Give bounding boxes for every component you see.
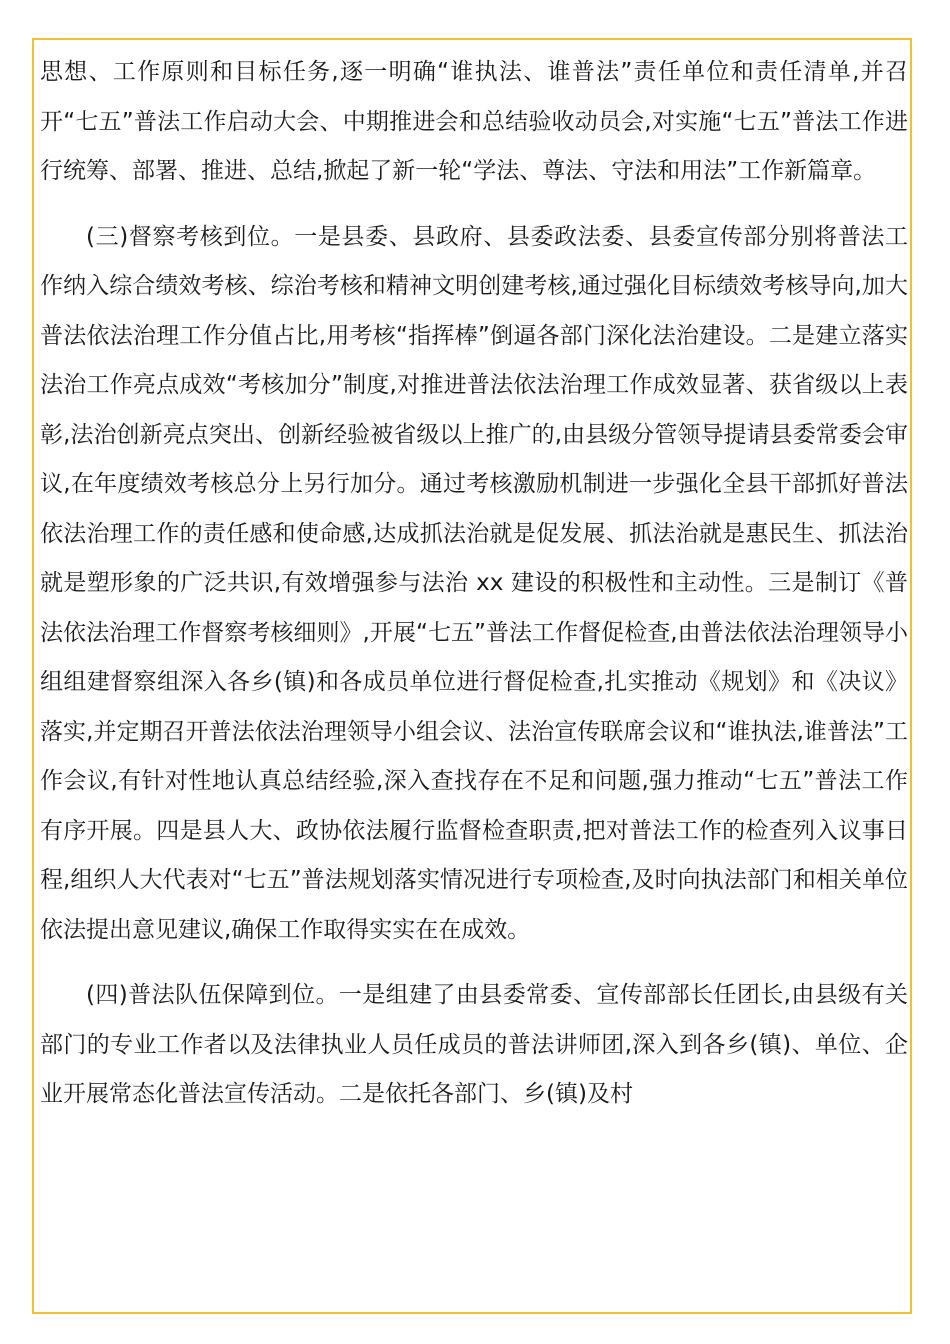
paragraph-supervision-assessment: (三)督察考核到位。一是县委、县政府、县委政法委、县委宣传部分别将普法工作纳入综合绩效考核、综治考核和精神文明创建考核,通过强化目标绩效考核导向,加大普法依法治理工作分值占比,用考核“指挥棒”倒逼各部门深化法治建设。二是建立落实法治工作亮点成效“考核加分”制度,对推进普法依法治理工作成效显著、获省级以上表彰,法治创新亮点突出、创新经验被省级以上推广的,由县级分管领导提请县委常委会审议,在年度绩效考核总分上另行加分。通过考核激励机制进一步强化全县干部抓好普法依法治理工作的责任感和使命感,达成抓法治就是促发展、抓法治就是惠民生、抓法治就是塑形象的广泛共识,有效增强参与法治 xx 建设的积极性和主动性。三是制订《普法依法治理工作督察考核细则》,开展“七五”普法工作督促检查,由普法依法治理领导小组组建督察组深入各乡(镇)和各成员单位进行督促检查,扎实推动《规划》和《决议》落实,并定期召开普法依法治理领导小组会议、法治宣传联席会议和“谁执法,谁普法”工作会议,有针对性地认真总结经验,深入查找存在不足和问题,强力推动“七五”普法工作有序开展。四是县人大、政协依法履行监督检查职责,把对普法工作的检查列入议事日程,组织人大代表对“七五”普法规划落实情况进行专项检查,及时向执法部门和相关单位依法提出意见建议,确保工作取得实实在在成效。 [40, 223, 908, 943]
document-body [40, 48, 908, 1120]
paragraph-team-guarantee: (四)普法队伍保障到位。一是组建了由县委常委、宣传部部长任团长,由县级有关部门的专业工作者以及法律执业人员任成员的普法讲师团,深入到各乡(镇)、单位、企业开展常态化普法宣传活动。二是依托各部门、乡(镇)及村 [40, 982, 908, 1107]
paragraph-continuation: 思想、工作原则和目标任务,逐一明确“谁执法、谁普法”责任单位和责任清单,并召开“七五”普法工作启动大会、中期推进会和总结验收动员会,对实施“七五”普法工作进行统筹、部署、推进、总结,掀起了新一轮“学法、尊法、守法和用法”工作新篇章。 [40, 59, 908, 184]
